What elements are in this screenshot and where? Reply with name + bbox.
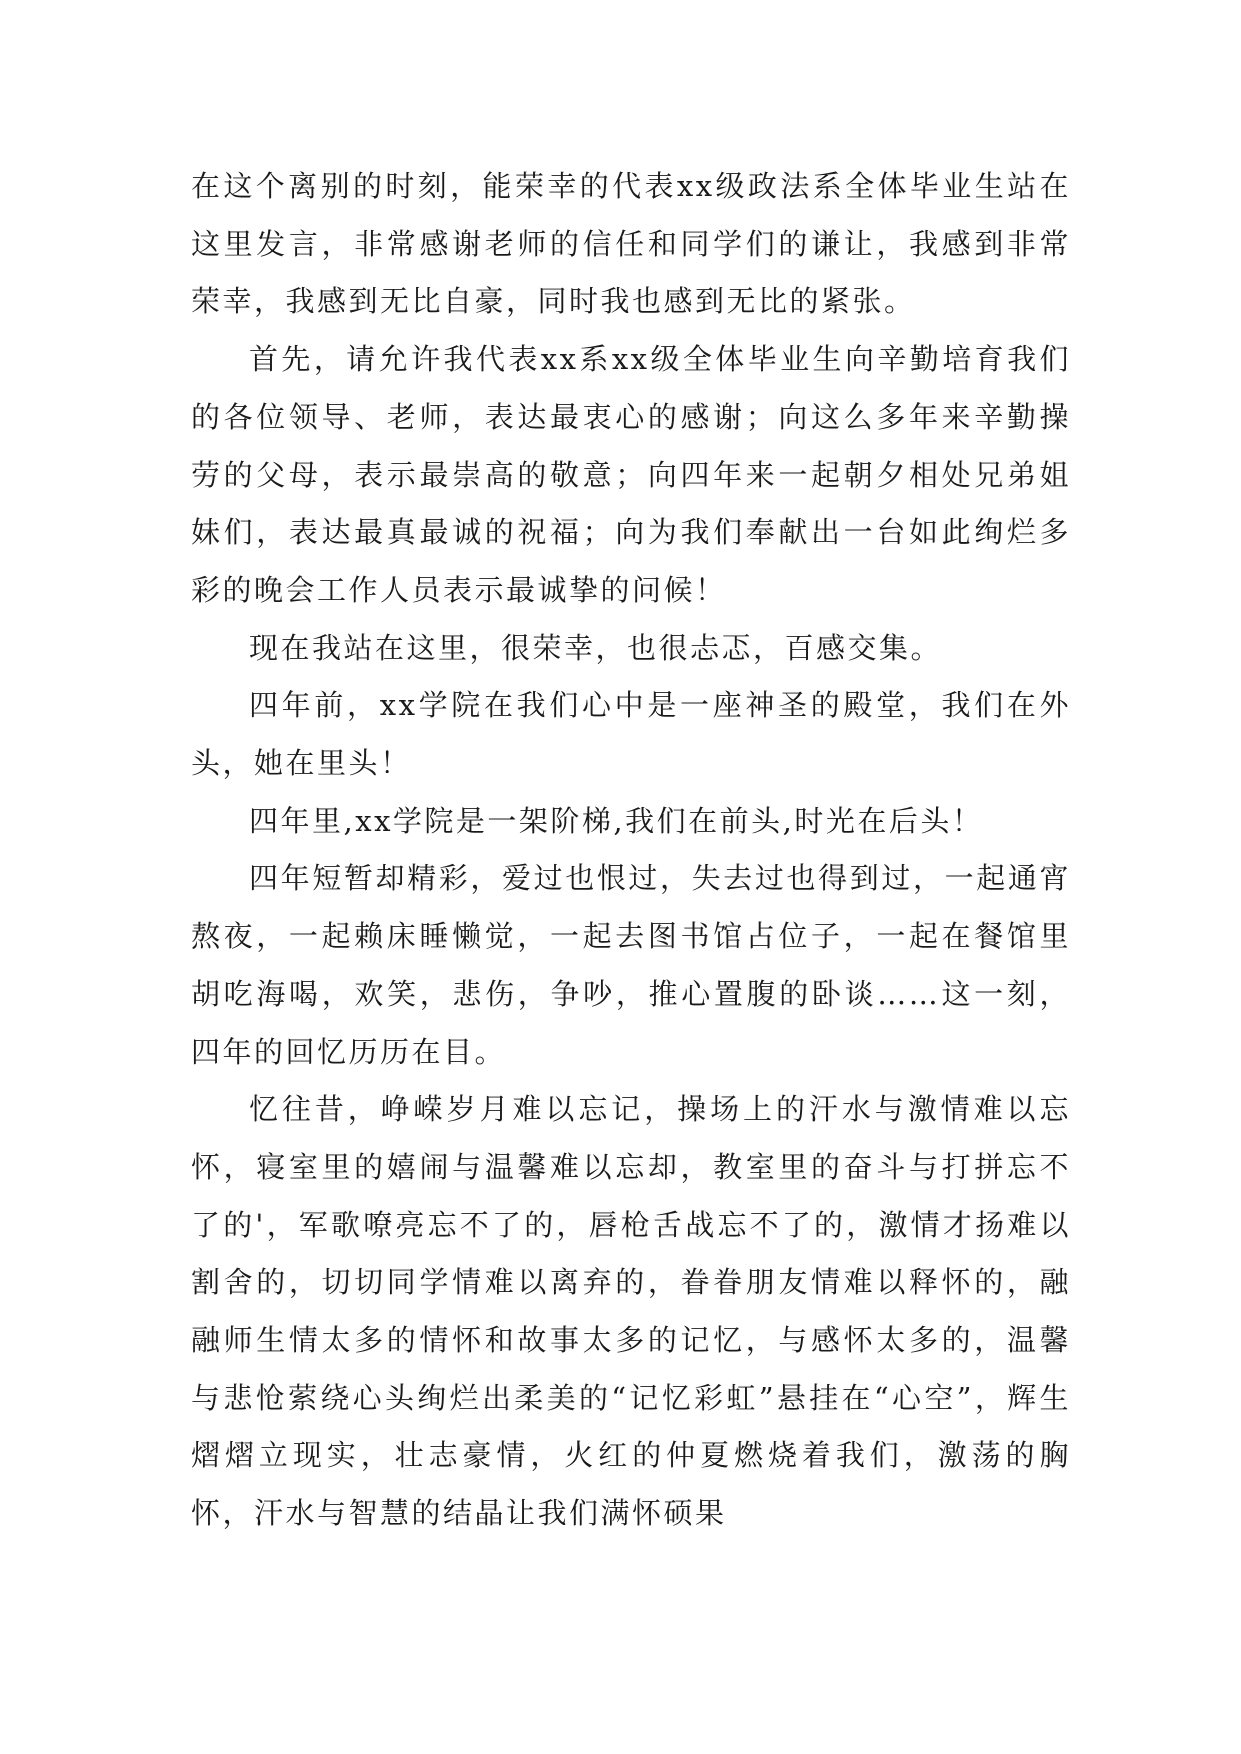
paragraph-four-years-ago: 四年前，xx学院在我们心中是一座神圣的殿堂，我们在外头，她在里头！: [191, 688, 1071, 781]
paragraph-memories: 四年短暂却精彩，爱过也恨过，失去过也得到过，一起通宵熬夜，一起赖床睡懒觉，一起去图书馆占位子，一起在餐馆里胡吃海喝，欢笑，悲伤，争吵，推心置腹的卧谈……这一刻，四年的回忆历历在目。: [191, 861, 1071, 1069]
paragraph-four-years-in: 四年里,xx学院是一架阶梯,我们在前头,时光在后头！: [249, 803, 984, 838]
paragraph-feelings: 现在我站在这里，很荣幸，也很忐忑，百感交集。: [249, 630, 943, 665]
paragraph-recollection: 忆往昔，峥嵘岁月难以忘记，操场上的汗水与激情难以忘怀，寝室里的嬉闹与温馨难以忘却，教室里的奋斗与打拼忘不了的'，军歌嘹亮忘不了的，唇枪舌战忘不了的，激情才扬难以割舍的，切切同学情难以离弃的，眷眷朋友情难以释怀的，融融师生情太多的情怀和故事太多的记忆，与感怀太多的，温馨与悲怆萦绕心头绚烂出柔美的“记忆彩虹”悬挂在“心空”，辉生熠熠立现实，壮志豪情，火红的仲夏燃烧着我们，激荡的胸怀，汗水与智慧的结晶让我们满怀硕果: [191, 1092, 1071, 1531]
speech-body: [191, 158, 1071, 1543]
paragraph-opening: 在这个离别的时刻，能荣幸的代表xx级政法系全体毕业生站在这里发言，非常感谢老师的信任和同学们的谦让，我感到非常荣幸，我感到无比自豪，同时我也感到无比的紧张。: [191, 169, 1071, 319]
paragraph-thanks: 首先，请允许我代表xx系xx级全体毕业生向辛勤培育我们的各位领导、老师，表达最衷心的感谢；向这么多年来辛勤操劳的父母，表示最崇高的敬意；向四年来一起朝夕相处兄弟姐妹们，表达最真最诚的祝福；向为我们奉献出一台如此绚烂多彩的晚会工作人员表示最诚挚的问候！: [191, 342, 1071, 607]
